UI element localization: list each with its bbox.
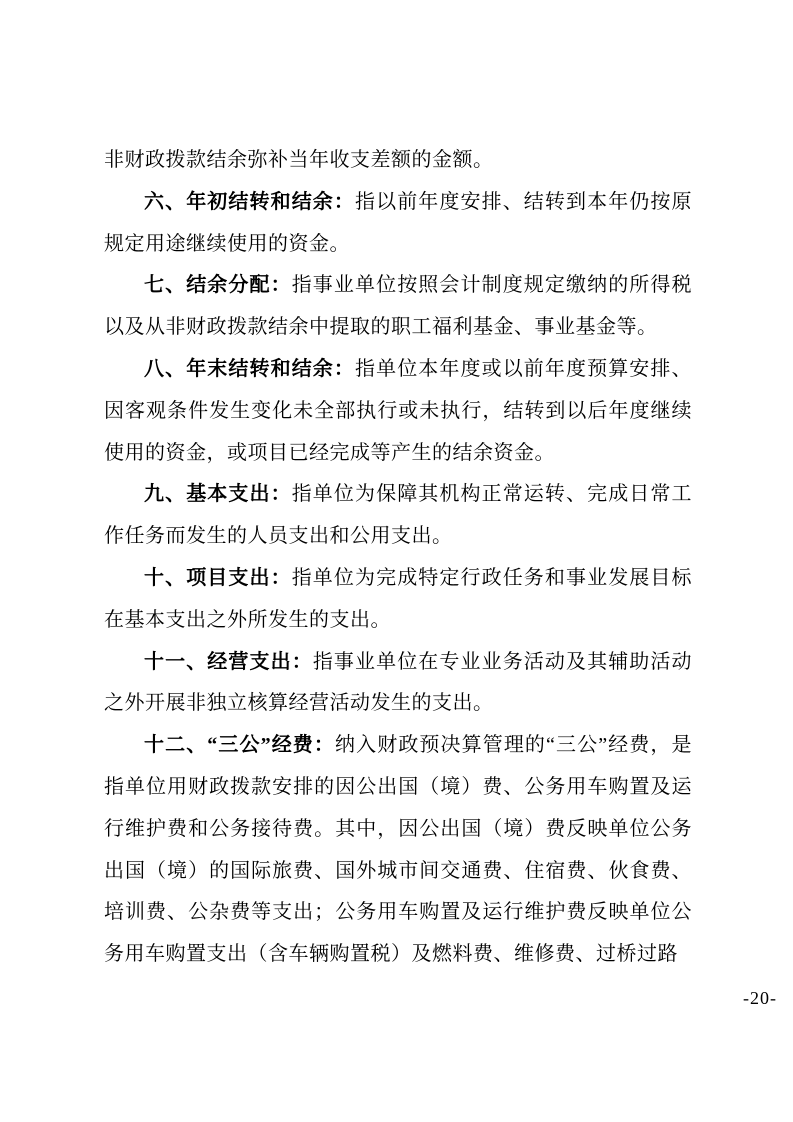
paragraph-text: 指事业单位在专业业务活动及其辅助活动之外开展非独立核算经营活动发生的支出。 [104, 650, 693, 715]
paragraph [104, 349, 692, 474]
term-label: 八、年末结转和结余： [144, 357, 355, 380]
paragraph [104, 642, 692, 726]
paragraph [104, 182, 692, 266]
term-label: 九、基本支出： [144, 483, 292, 506]
paragraph [104, 725, 692, 976]
paragraph-text: 指单位本年度或以前年度预算安排、因客观条件发生变化未全部执行或未执行，结转到以后年度继续使用的资金，或项目已经完成等产生的结余资金。 [104, 357, 692, 464]
term-label: 十、项目支出： [144, 566, 292, 589]
term-label: 六、年初结转和结余： [144, 190, 355, 213]
paragraph [104, 265, 692, 349]
paragraph-text: 指以前年度安排、结转到本年仍按原规定用途继续使用的资金。 [104, 190, 692, 255]
paragraph-text: 指事业单位按照会计制度规定缴纳的所得税以及从非财政拨款结余中提取的职工福利基金、事业基金等。 [104, 274, 693, 339]
paragraph-text: 指单位为完成特定行政任务和事业发展目标在基本支出之外所发生的支出。 [104, 566, 693, 631]
paragraph [104, 140, 692, 182]
document-content [104, 140, 692, 976]
paragraph-text: 纳入财政预决算管理的“三公”经费，是指单位用财政拨款安排的因公出国（境）费、公务用车购置及运行维护费和公务接待费。其中，因公出国（境）费反映单位公务出国（境）的国际旅费、国外城市间交通费、住宿费、伙食费、培训费、公杂费等支出；公务用车购置及运行维护费反映单位公务用车购置支出（含车辆购置税）及燃料费、维修费、过桥过路 [104, 734, 692, 966]
paragraph-text: 指单位为保障其机构正常运转、完成日常工作任务而发生的人员支出和公用支出。 [104, 483, 693, 548]
term-label: 十一、经营支出： [144, 650, 313, 673]
paragraph [104, 558, 692, 642]
term-label: 七、结余分配： [144, 274, 292, 297]
page-number: -20- [743, 988, 777, 1008]
term-label: 十二、“三公”经费： [144, 734, 336, 757]
paragraph [104, 474, 692, 558]
paragraph-text: 非财政拨款结余弥补当年收支差额的金额。 [104, 149, 494, 171]
